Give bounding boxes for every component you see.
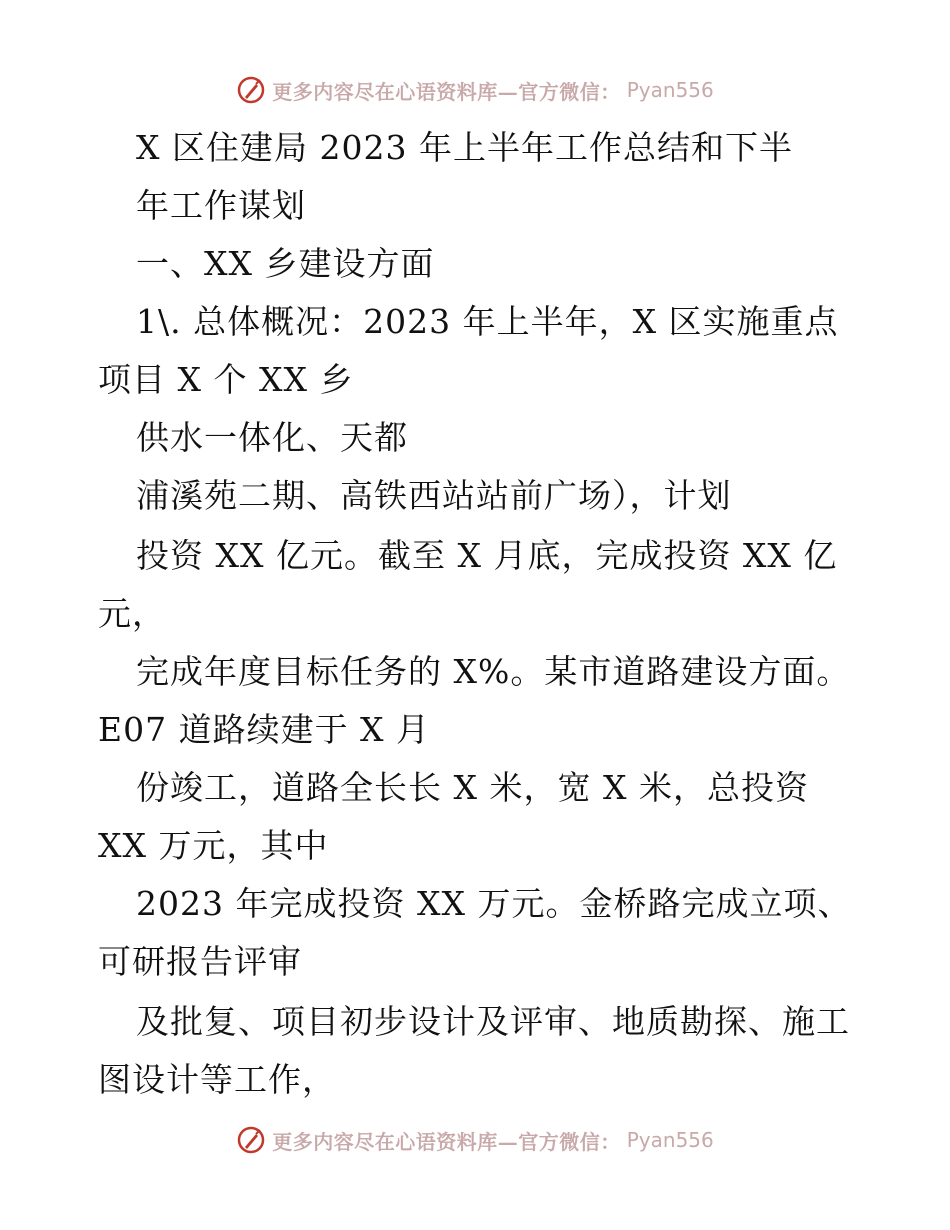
doc-line: 2023 年完成投资 XX 万元。金桥路完成立项、 xyxy=(136,884,852,923)
watermark-footer xyxy=(0,1118,950,1162)
watermark-header xyxy=(0,68,950,112)
doc-line: E07 道路续建于 X 月 xyxy=(98,710,431,749)
doc-line: 投资 XX 亿元。截至 X 月底，完成投资 XX 亿 xyxy=(136,536,838,575)
doc-line: 可研报告评审 xyxy=(98,942,302,981)
doc-line: 图设计等工作， xyxy=(98,1060,336,1099)
doc-line: 及批复、项目初步设计及评审、地质勘探、施工 xyxy=(136,1002,850,1041)
doc-title-line-2: 年工作谋划 xyxy=(136,186,306,225)
quill-logo-icon xyxy=(236,1125,266,1155)
watermark-wechat-id: Pyan556 xyxy=(626,1128,714,1152)
doc-line: 完成年度目标任务的 X%。某市道路建设方面。 xyxy=(136,652,851,691)
doc-line: 项目 X 个 XX 乡 xyxy=(98,360,354,399)
doc-line: 供水一体化、天都 xyxy=(136,418,408,457)
doc-title-line-1: X 区住建局 2023 年上半年工作总结和下半 xyxy=(136,128,793,167)
watermark-text: 更多内容尽在心语资料库—官方微信： xyxy=(272,1129,621,1154)
quill-logo-icon xyxy=(236,75,266,105)
doc-line: 份竣工，道路全长长 X 米，宽 X 米，总投资 xyxy=(136,768,809,807)
doc-line: 浦溪苑二期、高铁西站站前广场），计划 xyxy=(136,476,732,515)
doc-line: 元， xyxy=(98,594,166,633)
section-heading: 一、XX 乡建设方面 xyxy=(136,244,435,283)
watermark-text: 更多内容尽在心语资料库—官方微信： xyxy=(272,79,621,104)
watermark-wechat-id: Pyan556 xyxy=(626,78,714,102)
doc-line: XX 万元，其中 xyxy=(98,826,329,865)
doc-line: 1\. 总体概况：2023 年上半年，X 区实施重点 xyxy=(136,302,839,341)
